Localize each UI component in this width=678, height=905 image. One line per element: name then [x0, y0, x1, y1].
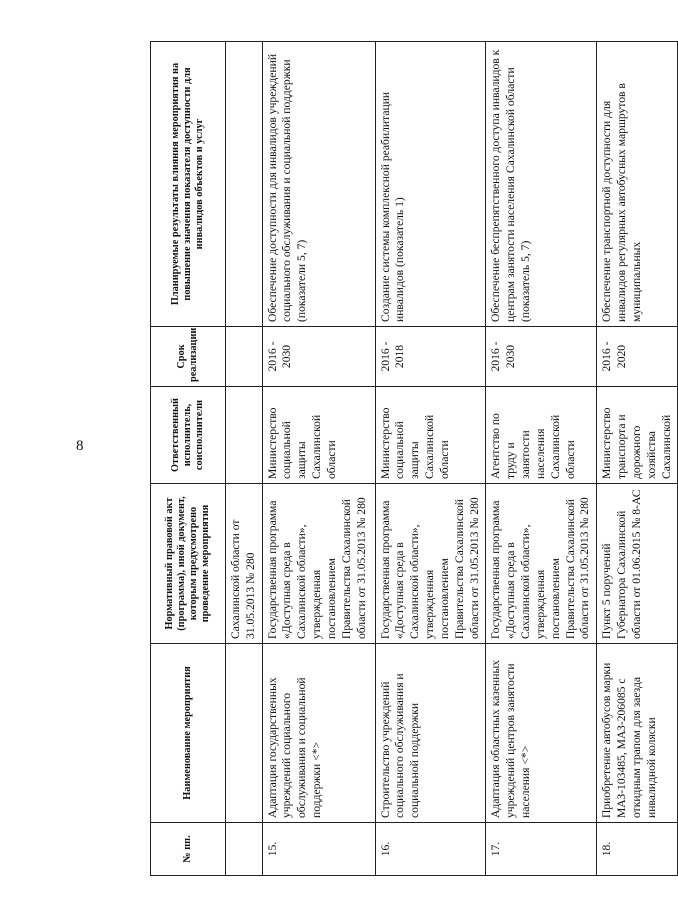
header-term: Срок реализации	[151, 327, 226, 387]
row-number: 16.	[375, 823, 486, 876]
legal-act: Сахалинской области от 31.05.2013 № 280	[226, 484, 263, 644]
executor: Агентство по труду и занятости населения Сахалинской области	[486, 387, 597, 484]
header-planned-results: Планируемые результаты влияния мероприятия на повышение значения показателя доступности для инвалидов объектов и услуг	[151, 42, 226, 327]
table-row	[375, 42, 486, 876]
row-number: 15.	[262, 823, 375, 876]
measure-name	[226, 644, 263, 823]
legal-act: Государственная программа «Доступная среда в Сахалинской области», утвержденная постановлением Правительства Сахалинской области от 31.05.2013 № 280	[262, 484, 375, 644]
planned-result: Обеспечение беспрепятственного доступа инвалидов к центрам занятости населения Сахалинской области (показатель 5, 7)	[486, 42, 597, 327]
planned-result	[226, 42, 263, 327]
header-legal-act: Нормативный правовой акт (программа), иной документ, которым предусмотрено проведение мероприятия	[151, 484, 226, 644]
legal-act: Государственная программа «Доступная среда в Сахалинской области», утвержденная постановлением Правительства Сахалинской области от 31.05.2013 № 280	[375, 484, 486, 644]
executor	[226, 387, 263, 484]
legal-act: Государственная программа «Доступная среда в Сахалинской области», утвержденная постановлением Правительства Сахалинской области от 31.05.2013 № 280	[486, 484, 597, 644]
row-number	[226, 823, 263, 876]
table-row	[597, 42, 678, 876]
planned-result: Обеспечение доступности для инвалидов учреждений социального обслуживания и социальной поддержки (показатели 5, 7)	[262, 42, 375, 327]
table-container	[150, 42, 673, 876]
row-number: 17.	[486, 823, 597, 876]
planned-result: Создание системы комплексной реабилитации инвалидов (показатель 1)	[375, 42, 486, 327]
header-number: № пп.	[151, 823, 226, 876]
term	[226, 327, 263, 387]
executor: Министерство социальной защиты Сахалинской области	[262, 387, 375, 484]
table-row	[262, 42, 375, 876]
table-row	[226, 42, 263, 876]
measure-name: Приобретение автобусов марки МАЗ-103485, МАЗ-206085 с откидным трапом для заезда инвалидной коляски	[597, 644, 678, 823]
header-executor: Ответственный исполнитель, соисполнители	[151, 387, 226, 484]
table-header-row	[151, 42, 226, 876]
measures-table	[150, 41, 678, 876]
table-row	[486, 42, 597, 876]
term: 2016 - 2030	[486, 327, 597, 387]
legal-act: Пункт 5 поручений Губернатора Сахалинской области от 01.06.2015 № 8-АС	[597, 484, 678, 644]
header-measure-name: Наименование мероприятия	[151, 644, 226, 823]
measure-name: Адаптация государственных учреждений социального обслуживания и социальной поддержки <*>	[262, 644, 375, 823]
executor: Министерство социальной защиты Сахалинской области	[375, 387, 486, 484]
term: 2016 - 2020	[597, 327, 678, 387]
measure-name: Адаптация областных казенных учреждений центров занятости населения <*>	[486, 644, 597, 823]
executor: Министерство транспорта и дорожного хозяйства Сахалинской	[597, 387, 678, 484]
page-number: 8	[76, 438, 84, 454]
term: 2016 - 2018	[375, 327, 486, 387]
row-number: 18.	[597, 823, 678, 876]
planned-result: Обеспечение транспортной доступности для инвалидов регулярных автобусных маршрутов в муниципальных	[597, 42, 678, 327]
measure-name: Строительство учреждений социального обслуживания и социальной поддержки	[375, 644, 486, 823]
term: 2016 - 2030	[262, 327, 375, 387]
